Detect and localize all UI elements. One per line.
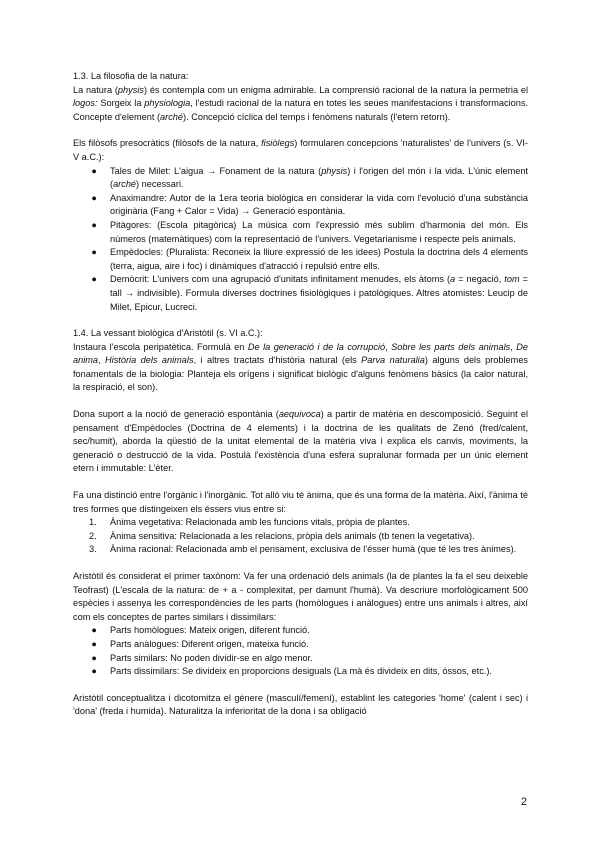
italic-text: Història dels animals (105, 355, 194, 366)
text-run: Demòcrit: L'univers com una agrupació d'unitats infinitament menudes, els àtoms ( (110, 274, 451, 285)
list-item (73, 273, 528, 314)
text-run: , l'estudi racional de la natura en totes les seues manifestacions i transformacions. Concepte d'element ( (73, 98, 528, 122)
document-body (73, 70, 528, 719)
italic-text: Parva naturalia (361, 355, 425, 366)
paragraph (73, 341, 528, 395)
italic-text: aequivoca (278, 409, 321, 420)
list-item (73, 192, 528, 219)
text-run: , (510, 341, 517, 352)
list-item (73, 246, 528, 273)
italic-text: Sobre les parts dels animals (391, 341, 511, 352)
section-presocratics (73, 137, 528, 314)
italic-text: physis (117, 84, 144, 95)
italic-text: arché (113, 179, 137, 190)
paragraph (73, 489, 528, 516)
text-run: Fa una distinció entre l'orgànic i l'inorgànic. Tot allò viu té ànima, que és una forma de la matèria. Així, l'ànima té tres formes que distingeixen els éssers vius entre si: (73, 490, 529, 514)
text-run: , (98, 355, 106, 366)
paragraph (73, 692, 528, 719)
paragraph (73, 570, 528, 624)
list-item (73, 624, 528, 638)
text-run: ) i l'origen del món i la vida. L'únic element ( (110, 165, 528, 190)
bullet-icon: ● (91, 165, 97, 176)
item-number: 2. (89, 530, 97, 541)
list-item (73, 219, 528, 246)
text-run: , i altres tractats d'història natural (els (193, 355, 362, 366)
bullet-list (73, 624, 528, 678)
text-run: Parts anàlogues: Diferent origen, mateixa funció. (110, 638, 309, 649)
text-run: Instaura l'escola peripatètica. Formulà en (73, 341, 248, 352)
list-item (73, 652, 528, 666)
text-run: Anaximandre: Autor de la 1era teoria biològica en considerar la vida com l'evolució d'una substància originària (Fang + Calor = Vida) → Generació espontània. (110, 192, 528, 217)
list-item (73, 638, 528, 652)
italic-text: logos: (73, 98, 98, 109)
section-taxonom (73, 570, 528, 679)
text-run: = negació, (455, 274, 505, 285)
numbered-item (73, 543, 528, 557)
section-heading: 1.3. La filosofia de la natura: (73, 71, 189, 81)
text-run: ) a partir de matèria en descomposició. Seguint el pensament d'Empèdocles (Doctrina de 4 elements) i la doctrina de les qualitats de Zenó (fred/calent, sec/humit), aborda la qüestió de la unitat elemental de la matèria viva i explica els canvis, moviments, la generació o destrucció de la vida. Postulà l'existència d'una esfera supralunar formada per un únic element etern i immutable: L'èter. (73, 409, 529, 474)
text-run: Parts similars: No poden dividir-se en algo menor. (110, 652, 313, 663)
text-run: Aristòtil és considerat el primer taxònom: Va fer una ordenació dels animals (la de plantes la fa el seu deixeble Teofrast) (L'escala de la natura: de + a - complexitat, per damunt l'humà). Va descriure morfològicament 500 espècies i assenya les correspondències de les parts (homòlogues i anàlogues) entre uns animals i altres, així com els conceptes de partes similars i dissimilars: (73, 571, 528, 622)
bullet-icon: ● (91, 274, 97, 285)
text-run: Pitàgores: (Escola pitagòrica) La música com l'expressió més sublim d'harmonia del món. Els números (matemàtiques) com la representació de l'univers. Vegetarianisme i respecte pels animals. (110, 219, 528, 244)
italic-text: fisiòlegs (261, 138, 295, 149)
text-run: Aristòtil conceptualitza i dicotomitza el gènere (masculí/femení), establint les categories 'home' (calent i sec) i 'dona' (freda i humida). Naturalitza la inferioritat de la dona i sa obligació (73, 692, 528, 717)
bullet-icon: ● (91, 638, 97, 649)
text-run: , (385, 341, 392, 352)
text-run: Empèdocles: (Pluralista: Reconeix la lliure expressió de les idees) Postula la doctrina dels 4 elements (terra, aigua, aire i foc) i dinàmiques d'atracció i repulsió entre ells. (110, 247, 528, 271)
bullet-icon: ● (91, 652, 97, 663)
bullet-icon: ● (91, 219, 97, 230)
text-run: Sorgeix la (97, 98, 145, 109)
text-run: Dona suport a la noció de generació espontània ( (73, 409, 279, 420)
paragraph (73, 408, 528, 476)
text-run: La natura ( (73, 84, 118, 95)
numbered-item (73, 530, 528, 544)
item-number: 3. (89, 544, 97, 555)
numbered-item (73, 516, 528, 530)
text-run: Parts homòlogues: Mateix origen, diferent funció. (110, 625, 310, 636)
list-item (73, 165, 528, 192)
text-run: Els filòsofs presocràtics (filòsofs de la natura, (73, 138, 262, 149)
italic-text: physiologia (144, 98, 191, 109)
bullet-icon: ● (91, 666, 97, 677)
page-number: 2 (520, 796, 527, 808)
italic-text: physis (321, 165, 348, 176)
text-run: ) necessari. (136, 179, 184, 190)
paragraph (73, 84, 528, 125)
item-text: Ànima vegetativa: Relacionada amb les funcions vitals, pròpia de plantes. (110, 517, 410, 528)
italic-text: a (450, 274, 456, 285)
text-run: ) és contempla com un enigma admirable. La comprensió racional de la natura la permetria el (143, 84, 528, 95)
text-run: ) formularen concepcions 'naturalistes' de l'univers (s. VI-V a.C.): (73, 138, 528, 162)
italic-text: De anima (73, 341, 529, 366)
text-run: Parts dissimilars: Se divideix en proporcions desiguals (La mà és divideix en dits, óssos, etc.). (110, 666, 492, 677)
numbered-list (73, 516, 528, 557)
paragraph (73, 137, 528, 164)
section-anima (73, 489, 528, 557)
italic-text: tom (504, 274, 520, 285)
bullet-list (73, 165, 528, 315)
bullet-icon: ● (91, 625, 97, 636)
italic-text: De la generació i de la corrupció (247, 341, 386, 352)
text-run: ) alguns dels problemes fonamentals de la biologia: Planteja els orígens i significat biològic d'alguns fenòmens bàsics (la calor natural, la respiració, el son). (73, 355, 529, 393)
item-text: Ànima sensitiva: Relacionada a les relacions, pròpia dels animals (tb tenen la vegetativa). (110, 530, 475, 541)
section-aristotil (73, 327, 528, 395)
section-heading: 1.4. La vessant biològica d'Aristòtil (s. VI a.C.): (73, 328, 263, 339)
text-run: ). Concepció cíclica del temps i fenòmens naturals (l'etern retorn). (183, 111, 451, 122)
bullet-icon: ● (91, 192, 97, 203)
text-run: = tall → indivisible). Formula diverses doctrines fisiològiques i patològiques. Altres atomistes: Leucip de Milet, Epicur, Lucreci. (110, 274, 528, 312)
text-run: Tales de Milet: L'aigua → Fonament de la natura ( (110, 165, 322, 176)
bullet-icon: ● (91, 247, 97, 258)
section-filosofia-natura (73, 70, 528, 124)
item-text: Ànima racional: Relacionada amb el pensament, exclusiva de l'ésser humà (que té les tres ànimes). (110, 544, 517, 555)
italic-text: arché (160, 111, 184, 122)
list-item (73, 665, 528, 679)
item-number: 1. (89, 517, 97, 528)
